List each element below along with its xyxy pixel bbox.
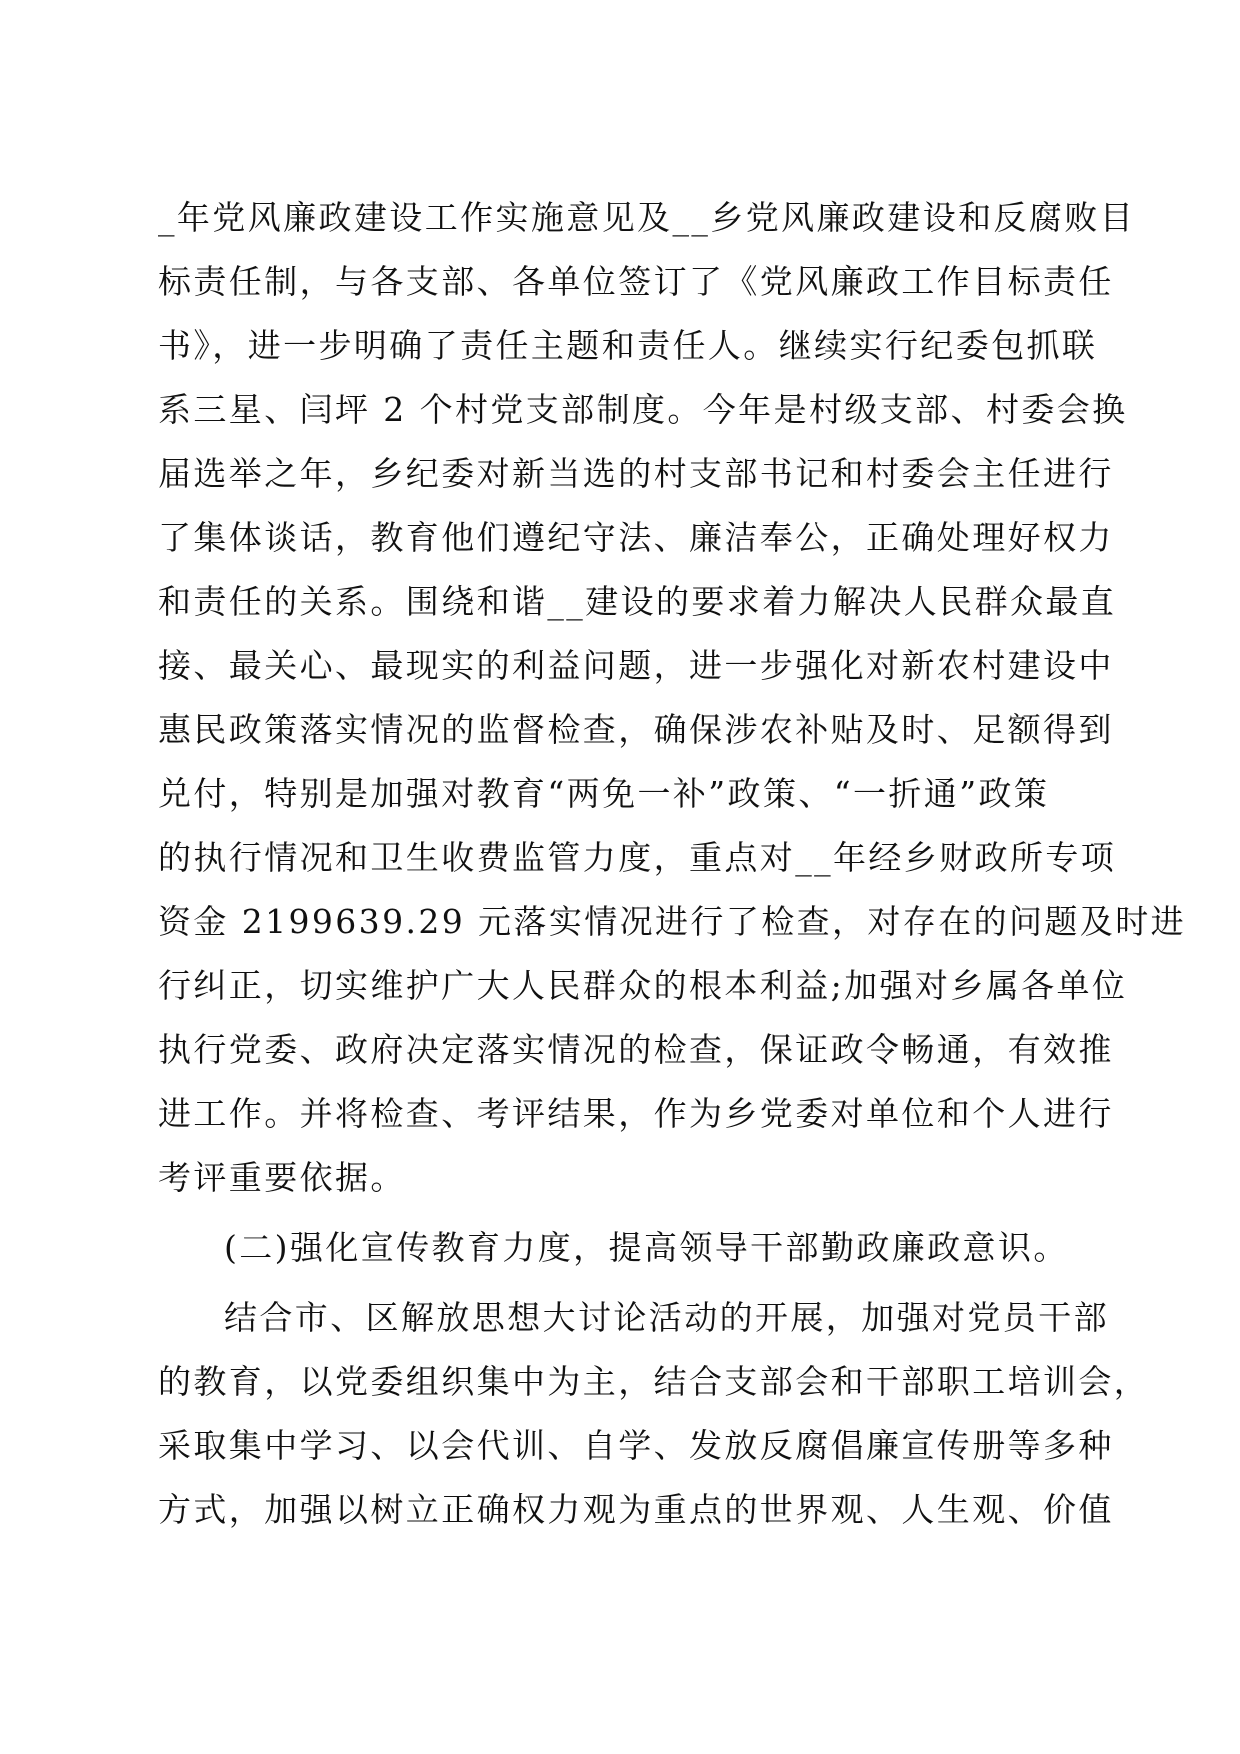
- text-line: 的教育，以党委组织集中为主，结合支部会和干部职工培训会，: [158, 1362, 1150, 1401]
- text-line: 执行党委、政府决定落实情况的检查，保证政令畅通，有效推: [158, 1030, 1114, 1069]
- text-line: 书》，进一步明确了责任主题和责任人。继续实行纪委包抓联: [158, 326, 1098, 365]
- document-body: [158, 186, 1187, 1542]
- text-line: 采取集中学习、以会代训、自学、发放反腐倡廉宣传册等多种: [158, 1426, 1114, 1465]
- text-line: 兑付，特别是加强对教育“两免一补”政策、“一折通”政策: [158, 774, 1050, 813]
- text-line: 进工作。并将检查、考评结果，作为乡党委对单位和个人进行: [158, 1094, 1114, 1133]
- text-line: 接、最关心、最现实的利益问题，进一步强化对新农村建设中: [158, 646, 1114, 685]
- text-line: 届选举之年，乡纪委对新当选的村支部书记和村委会主任进行: [158, 454, 1114, 493]
- text-line: 资金 2199639.29 元落实情况进行了检查，对存在的问题及时进: [158, 902, 1187, 941]
- text-line: 了集体谈话，教育他们遵纪守法、廉洁奉公，正确处理好权力: [158, 518, 1114, 557]
- text-line: 系三星、闫坪 2 个村党支部制度。今年是村级支部、村委会换: [158, 390, 1128, 429]
- text-line: 行纠正，切实维护广大人民群众的根本利益;加强对乡属各单位: [158, 966, 1128, 1005]
- text-line: 标责任制，与各支部、各单位签订了《党风廉政工作目标责任: [158, 262, 1114, 301]
- section-heading: (二)强化宣传教育力度，提高领导干部勤政廉政意识。: [224, 1228, 1069, 1267]
- text-line: _年党风廉政建设工作实施意见及__乡党风廉政建设和反腐败目: [158, 198, 1136, 237]
- text-line: 的执行情况和卫生收费监管力度，重点对__年经乡财政所专项: [158, 838, 1117, 877]
- text-line: 方式，加强以树立正确权力观为重点的世界观、人生观、价值: [158, 1490, 1114, 1529]
- text-line: 考评重要依据。: [158, 1158, 406, 1197]
- text-line: 和责任的关系。围绕和谐__建设的要求着力解决人民群众最直: [158, 582, 1117, 621]
- paragraph-first-line: 结合市、区解放思想大讨论活动的开展，加强对党员干部: [224, 1298, 1109, 1337]
- text-line: 惠民政策落实情况的监督检查，确保涉农补贴及时、足额得到: [158, 710, 1114, 749]
